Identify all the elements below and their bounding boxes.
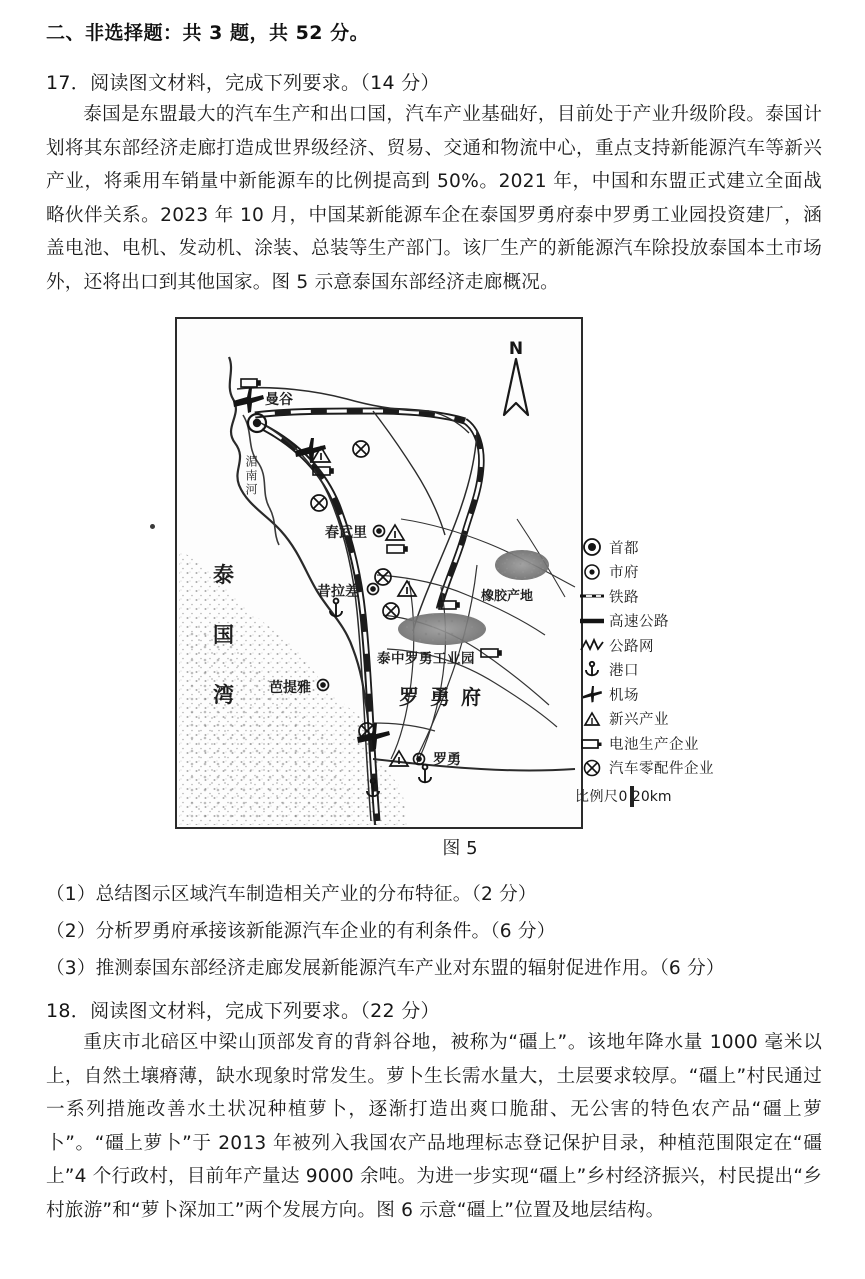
railway-icon xyxy=(575,590,609,602)
map-label-province: 罗勇府 xyxy=(399,685,492,709)
scale-start: 0 xyxy=(618,789,628,805)
figure-5 xyxy=(175,317,745,859)
page-speck xyxy=(150,524,155,529)
map-label-pattaya: 芭提雅 xyxy=(269,680,311,696)
question-18-passage: 重庆市北碚区中梁山顶部发育的背斜谷地，被称为“礓上”。该地年降水量 1000 毫米以上，自然土壤瘠薄，缺水现象时常发生。萝卜生长需水量大，土层要求较厚。“礓上”村民通过一系列措施改善水土状况种植萝卜，逐渐打造出爽口脆甜、无公害的特色农产品“礓上萝卜”。“礓上萝卜”于 2013 年被列入我国农产品地理标志登记保护目录，种植范围限定在“礓上”4 个行政村，目前年产量达 9000 余吨。为进一步实现“礓上”乡村经济振兴，村民提出“乡村旅游”和“萝卜深加工”两个发展方向。图 6 示意“礓上”位置及地层结构。 xyxy=(46,1032,822,1221)
port-icon xyxy=(575,660,609,680)
expressway-icon xyxy=(575,615,609,627)
question-17-heading: 17．阅读图文材料，完成下列要求。（14 分） xyxy=(46,72,440,94)
scale-bar xyxy=(630,786,634,807)
legend-item-battery-plant xyxy=(575,731,750,756)
legend-item-city xyxy=(575,560,750,585)
question-17-sub-2: （2）分析罗勇府承接该新能源汽车企业的有利条件。（6 分） xyxy=(46,921,556,942)
legend-item-railway xyxy=(575,584,750,609)
battery-plant-icon xyxy=(575,736,609,750)
scale-label: 比例尺 xyxy=(575,789,619,805)
legend-label-city: 市府 xyxy=(609,565,639,582)
map-legend xyxy=(575,535,750,806)
legend-label-capital: 首都 xyxy=(609,540,639,557)
map-label-river: 湄南河 xyxy=(244,455,258,497)
legend-label-emerging-industry: 新兴产业 xyxy=(609,712,669,729)
section-heading: 二、非选择题：共 3 题，共 52 分。 xyxy=(46,22,370,44)
question-17-sub-1: （1）总结图示区域汽车制造相关产业的分布特征。（2 分） xyxy=(46,884,537,905)
legend-item-airport xyxy=(575,682,750,707)
legend-item-auto-parts xyxy=(575,756,750,781)
scale-bar-wrap xyxy=(630,786,634,805)
map-label-gulf-1: 泰 xyxy=(213,563,234,587)
map-label-siracha: 昔拉差 xyxy=(317,584,359,600)
auto-parts-icon xyxy=(575,758,609,778)
legend-label-railway: 铁路 xyxy=(609,589,639,606)
emerging-industry-icon xyxy=(575,710,609,728)
legend-label-expressway: 高速公路 xyxy=(609,614,669,631)
legend-label-auto-parts: 汽车零配件企业 xyxy=(609,761,714,778)
map-scale xyxy=(575,786,750,806)
map-label-rayong-city: 罗勇 xyxy=(433,752,461,768)
north-arrow xyxy=(499,341,533,423)
airport-icon xyxy=(575,684,609,704)
legend-item-capital xyxy=(575,535,750,560)
question-18-heading: 18．阅读图文材料，完成下列要求。（22 分） xyxy=(46,1000,440,1022)
map-label-chonburi: 春武里 xyxy=(325,525,367,541)
legend-item-emerging-industry xyxy=(575,707,750,732)
capital-icon xyxy=(575,537,609,557)
legend-item-port xyxy=(575,658,750,683)
figure-5-caption: 图 5 xyxy=(442,838,478,859)
north-arrow-icon xyxy=(499,357,533,419)
legend-item-road-network xyxy=(575,633,750,658)
map-label-gulf-2: 国 xyxy=(213,623,234,647)
city-icon xyxy=(575,562,609,582)
road-network-icon xyxy=(575,637,609,653)
map-label-industrial-park: 泰中罗勇工业园 xyxy=(377,651,475,667)
legend-label-port: 港口 xyxy=(609,663,639,680)
legend-label-battery-plant: 电池生产企业 xyxy=(609,736,699,753)
question-17-passage: 泰国是东盟最大的汽车生产和出口国，汽车产业基础好，目前处于产业升级阶段。泰国计划将其东部经济走廊打造成世界级经济、贸易、交通和物流中心，重点支持新能源汽车等新兴产业，将乘用车销量中新能源车的比例提高到 50%。2021 年，中国和东盟正式建立全面战略伙伴关系。2023 年 10 月，中国某新能源车企在泰国罗勇府泰中罗勇工业园投资建厂，涵盖电池、电机、发动机、涂装、总装等生产部门。该厂生产的新能源汽车除投放泰国本土市场外，还将出口到其他国家。图 5 示意泰国东部经济走廊概况。 xyxy=(46,104,822,293)
question-17-sub-3: （3）推测泰国东部经济走廊发展新能源汽车产业对东盟的辐射促进作用。（6 分） xyxy=(46,958,725,979)
map-label-capital: 曼谷 xyxy=(265,392,293,408)
north-label: N xyxy=(508,339,524,359)
legend-label-road-network: 公路网 xyxy=(609,638,654,655)
map-label-gulf-3: 湾 xyxy=(213,683,234,707)
map-canvas xyxy=(175,317,583,829)
legend-item-expressway xyxy=(575,609,750,634)
scale-end: 20km xyxy=(631,789,672,805)
legend-label-airport: 机场 xyxy=(609,687,639,704)
map-label-rubber-area: 橡胶产地 xyxy=(481,589,534,604)
